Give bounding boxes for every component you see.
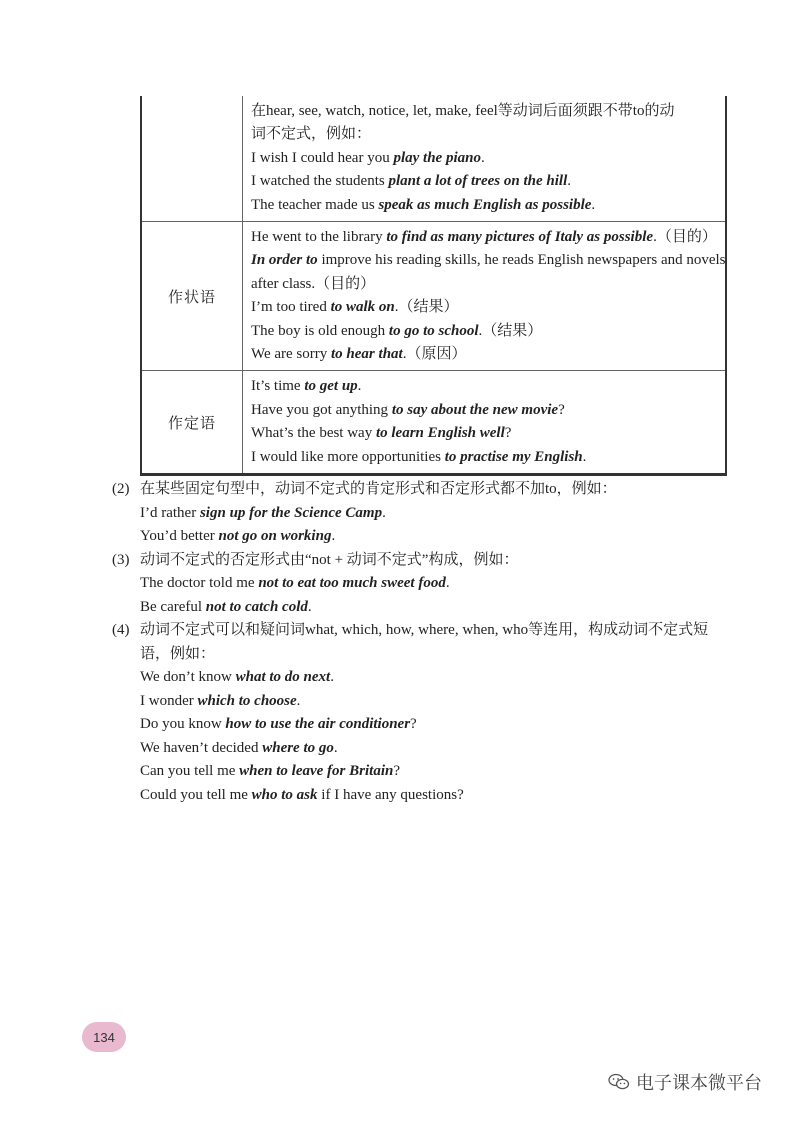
example-phrase-highlight: how to use the air conditioner: [225, 716, 411, 732]
function-label: 作状语: [167, 289, 216, 306]
text-segment: .: [357, 378, 362, 395]
example-sentence: [251, 320, 717, 343]
grammar-notes: [112, 478, 712, 807]
example-sentence: [251, 399, 717, 422]
page-number-badge: [82, 1022, 126, 1052]
text-segment: Have you got anything: [251, 401, 392, 418]
example-sentence: [251, 446, 717, 469]
text-segment: 在hear, see, watch, notice, let, make, feel等动词后面须跟不带to的动: [251, 103, 675, 119]
example-phrase-highlight: sign up for the Science Camp: [199, 504, 383, 521]
text-segment: .（目的）: [653, 229, 717, 246]
text-segment: .: [382, 504, 386, 521]
function-label-cell: [141, 371, 243, 475]
note-heading: [112, 549, 712, 573]
example-phrase-highlight: to get up: [304, 378, 358, 395]
function-label-cell: [141, 96, 243, 222]
note-number: (2): [112, 481, 130, 497]
example-phrase-highlight: when to leave for Britain: [239, 763, 394, 779]
note-block: [112, 478, 712, 549]
example-sentence: [251, 194, 717, 217]
text-segment: .: [330, 669, 334, 685]
text-segment: I wonder: [140, 692, 198, 709]
note-number: (4): [112, 622, 130, 638]
example-phrase-highlight: to find as many pictures of Italy as possible: [386, 229, 654, 246]
text-segment: We haven’t decided: [140, 739, 263, 756]
example-sentence: [112, 596, 712, 620]
wechat-icon: [608, 1073, 630, 1091]
text-segment: .（原因）: [402, 346, 467, 363]
text-segment: .: [480, 149, 485, 166]
text-segment: improve his reading skills, he reads English newspapers and novels: [317, 252, 726, 269]
text-segment: ?: [558, 401, 565, 418]
examples-cell: [243, 371, 727, 475]
text-segment: Can you tell me: [140, 763, 240, 779]
examples-cell: [243, 96, 727, 222]
example-sentence: [251, 343, 717, 366]
example-sentence: [112, 690, 712, 714]
example-phrase-highlight: In order to: [251, 252, 318, 269]
example-phrase-highlight: what to do next: [235, 669, 331, 685]
note-block: [112, 549, 712, 620]
example-phrase-highlight: where to go: [262, 739, 334, 756]
text-segment: .（结果）: [394, 299, 459, 316]
text-segment: I wish I could hear you: [251, 149, 394, 166]
note-number: (3): [112, 551, 130, 568]
note-rule-text: 动词不定式的否定形式由“not + 动词不定式”构成，例如：: [140, 551, 519, 568]
text-segment: .: [333, 739, 338, 756]
text-segment: .: [307, 598, 312, 615]
text-segment: after class.（目的）: [251, 275, 376, 292]
example-sentence: [112, 784, 712, 808]
text-segment: We are sorry: [251, 346, 332, 363]
text-segment: The doctor told me: [140, 575, 259, 591]
text-segment: He went to the library: [251, 229, 387, 246]
text-segment: ?: [393, 763, 401, 779]
example-sentence: [251, 249, 726, 272]
table-row: [141, 371, 726, 475]
example-phrase-highlight: to say about the new movie: [391, 401, 559, 418]
text-segment: 词不定式，例如：: [251, 126, 372, 143]
function-label-cell: [141, 222, 243, 371]
examples-cell: [243, 222, 727, 371]
text-segment: .: [582, 448, 587, 465]
example-phrase-highlight: to go to school: [388, 322, 479, 339]
example-sentence: [112, 666, 712, 690]
example-phrase-highlight: to walk on: [330, 299, 395, 316]
example-phrase-highlight: not to catch cold: [205, 598, 308, 615]
example-sentence: [251, 170, 717, 193]
text-segment: .（结果）: [478, 322, 543, 339]
note-rule-text: 在某些固定句型中，动词不定式的肯定形式和否定形式都不加to，例如：: [140, 481, 617, 497]
example-sentence: [112, 572, 712, 596]
text-segment: It’s time: [251, 378, 305, 395]
text-segment: Could you tell me: [140, 786, 252, 803]
example-phrase-highlight: to hear that: [331, 346, 403, 363]
watermark: [608, 1070, 762, 1094]
text-segment: We don’t know: [140, 669, 236, 685]
text-segment: You’d better: [140, 528, 219, 544]
note-rule-text: 动词不定式可以和疑问词what, which, how, where, when, who等连用，构成动词不定式短语，例如：: [140, 622, 709, 662]
text-segment: ?: [410, 716, 417, 732]
example-sentence: [251, 226, 717, 249]
infinitive-usage-table: [140, 96, 727, 476]
example-sentence: [112, 737, 712, 761]
example-phrase-highlight: to practise my English: [444, 448, 583, 465]
example-sentence: [112, 760, 712, 784]
example-sentence: [251, 296, 717, 319]
example-sentence: [251, 147, 717, 170]
text-segment: .: [567, 173, 571, 190]
function-label: 作定语: [167, 415, 216, 432]
example-phrase-highlight: not go on working: [218, 528, 332, 544]
text-segment: if I have any questions?: [317, 786, 464, 803]
text-segment: I’d rather: [140, 504, 200, 521]
text-segment: I watched the students: [251, 173, 389, 190]
note-heading: [112, 478, 712, 502]
example-sentence: [251, 273, 717, 296]
text-segment: ?: [504, 425, 512, 442]
text-segment: Be careful: [140, 598, 206, 615]
example-sentence: [112, 713, 712, 737]
text-segment: .: [445, 575, 450, 591]
text-segment: I would like more opportunities: [251, 448, 445, 465]
example-sentence: [251, 375, 717, 398]
example-phrase-highlight: to learn English well: [375, 425, 505, 442]
example-phrase-highlight: plant a lot of trees on the hill: [388, 173, 568, 190]
example-sentence: [112, 525, 712, 549]
example-phrase-highlight: not to eat too much sweet food: [258, 575, 446, 591]
text-segment: The boy is old enough: [251, 322, 389, 339]
table-row: [141, 222, 726, 371]
text-segment: .: [591, 196, 596, 213]
example-sentence: [112, 502, 712, 526]
note-block: [112, 619, 712, 807]
example-sentence: [251, 422, 717, 445]
text-segment: .: [296, 692, 301, 709]
example-sentence: [251, 100, 717, 123]
text-segment: The teacher made us: [251, 196, 379, 213]
table-row: [141, 96, 726, 222]
text-segment: .: [331, 528, 336, 544]
example-sentence: [251, 123, 717, 146]
note-heading: [112, 619, 712, 666]
page-number: 134: [93, 1029, 115, 1045]
text-segment: Do you know: [140, 716, 226, 732]
example-phrase-highlight: which to choose: [197, 692, 297, 709]
text-segment: I’m too tired: [251, 299, 331, 316]
example-phrase-highlight: speak as much English as possible: [378, 196, 592, 213]
text-segment: What’s the best way: [251, 425, 376, 442]
example-phrase-highlight: who to ask: [251, 786, 318, 803]
watermark-text: 电子课本微平台: [636, 1073, 762, 1094]
example-phrase-highlight: play the piano: [393, 149, 481, 166]
